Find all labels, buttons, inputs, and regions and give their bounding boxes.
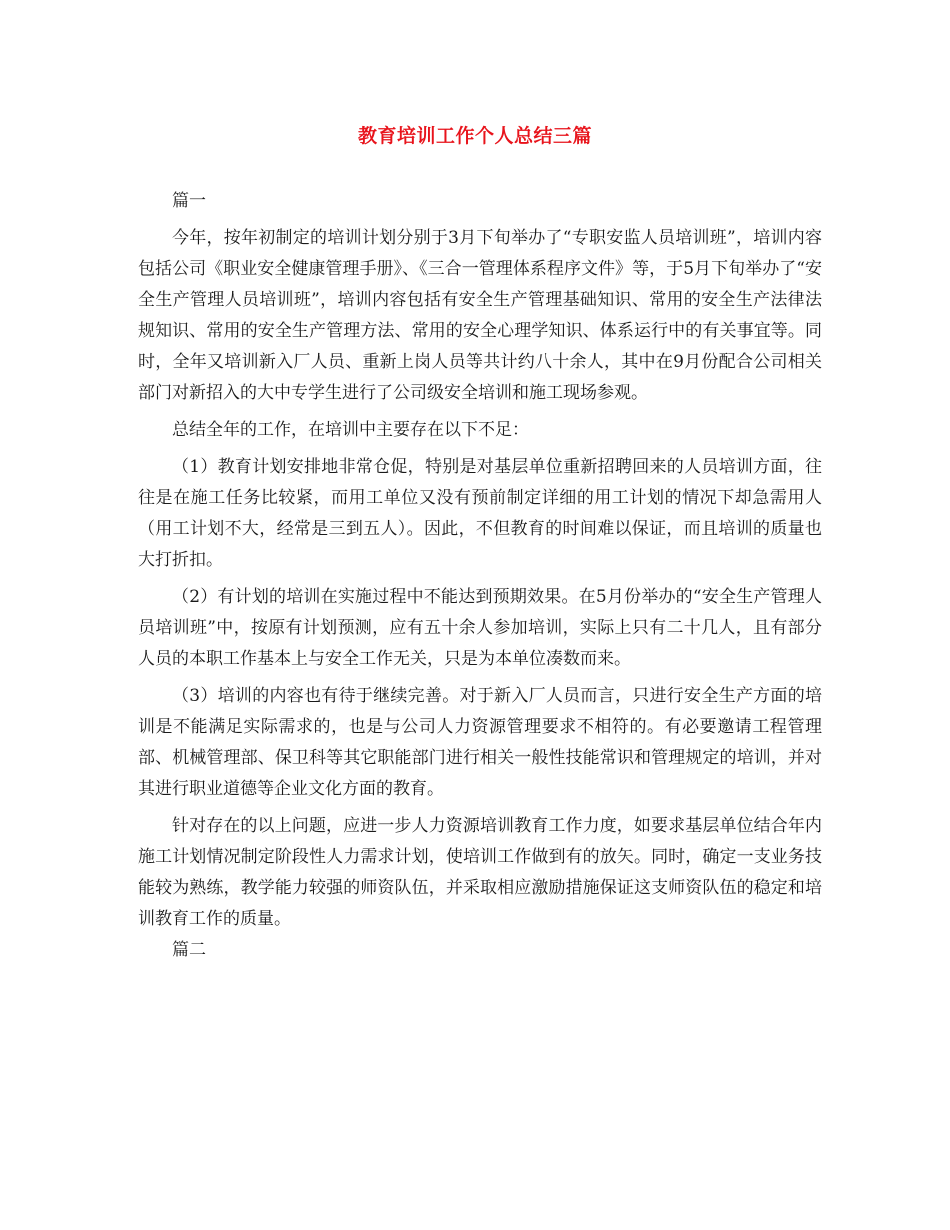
paragraph: （1）教育计划安排地非常仓促，特别是对基层单位重新招聘回来的人员培训方面，往往是在施工任务比较紧，而用工单位又没有预前制定详细的用工计划的情况下却急需用人（用工计划不大，经常是三到五人）。因此，不但教育的时间难以保证，而且培训的质量也大打折扣。	[138, 457, 822, 570]
paragraph: （2）有计划的培训在实施过程中不能达到预期效果。在5月份举办的“安全生产管理人员培训班”中，按原有计划预测，应有五十余人参加培训，实际上只有二十几人，且有部分人员的本职工作基本上与安全工作无关，只是为本单位凑数而来。	[138, 587, 822, 669]
paragraph: 针对存在的以上问题，应进一步人力资源培训教育工作力度，如要求基层单位结合年内施工计划情况制定阶段性人力需求计划，使培训工作做到有的放矢。同时，确定一支业务技能较为熟练，教学能力较强的师资队伍，并采取相应激励措施保证这支师资队伍的稳定和培训教育工作的质量。	[138, 816, 822, 929]
paragraph: （3）培训的内容也有待于继续完善。对于新入厂人员而言，只进行安全生产方面的培训是不能满足实际需求的，也是与公司人力资源管理要求不相符的。有必要邀请工程管理部、机械管理部、保卫科等其它职能部门进行相关一般性技能常识和管理规定的培训，并对其进行职业道德等企业文化方面的教育。	[138, 686, 822, 799]
document-title: 教育培训工作个人总结三篇	[357, 125, 592, 147]
paragraph: 总结全年的工作，在培训中主要存在以下不足：	[172, 420, 529, 440]
section-heading-2: 篇二	[172, 940, 206, 960]
section-heading-1: 篇一	[172, 191, 206, 211]
document-body	[138, 186, 822, 966]
paragraph: 今年，按年初制定的培训计划分别于3月下旬举办了“专职安监人员培训班”，培训内容包括公司《职业安全健康管理手册》、《三合一管理体系程序文件》等，于5月下旬举办了“安全生产管理人员培训班”，培训内容包括有安全生产管理基础知识、常用的安全生产法律法规知识、常用的安全生产管理方法、常用的安全心理学知识、体系运行中的有关事宜等。同时，全年又培训新入厂人员、重新上岗人员等共计约八十余人，其中在9月份配合公司相关部门对新招入的大中专学生进行了公司级安全培训和施工现场参观。	[138, 228, 822, 403]
